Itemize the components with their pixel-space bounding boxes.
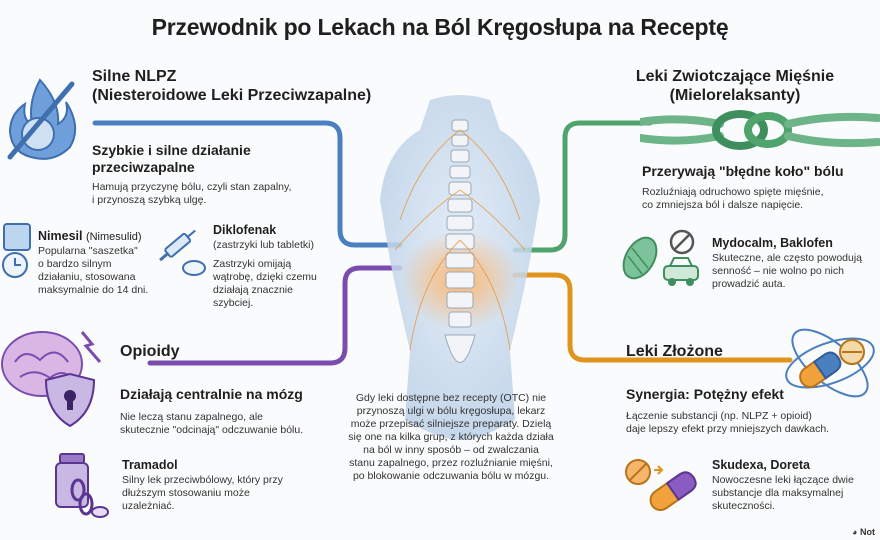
rope-knot-icon xyxy=(640,106,880,154)
page-title: Przewodnik po Lekach na Ból Kręgosłupa na Receptę xyxy=(151,14,729,40)
fire-flame-icon xyxy=(0,72,82,162)
combo-point-text: Łączenie substancji (np. NLPZ + opioid) daje lepszy efekt przy mniejszych dawkach. xyxy=(626,410,830,435)
drug-nimesil-text: Popularna "saszetka" o bardzo silnym działaniu, stosowana maksymalnie do 14 dni. xyxy=(38,245,149,296)
center-description: Gdy leki dostępne bez recepty (OTC) nie przynoszą ulgi w bólu kręgosłupa, lekarz może przepisać silniejsze preparaty. Dzielą się one na kilka grup, z których każda działa na ból w inny sposób – od zwalczania stanu zapalnego, przez rozluźnianie mięśni, po blokowanie odczuwania bólu w mózgu. xyxy=(348,392,554,482)
drug-diklofenak-text: Zastrzyki omijają wątrobę, dzięki czemu działają znacznie szybciej. xyxy=(213,258,317,309)
drug-diklofenak: Diklofenak xyxy=(213,223,277,237)
pill-bottle-chain-icon xyxy=(48,452,110,520)
sachet-clock-icon xyxy=(0,222,36,280)
relax-title: Leki Zwiotczające Mięśnie (Mielorelaksanty) xyxy=(635,68,835,104)
drug-skudexa-doreta: Skudexa, Doreta xyxy=(712,458,810,472)
drug-diklofenak-note: (zastrzyki lub tabletki) xyxy=(213,239,314,251)
watermark-logo-icon: ◕ xyxy=(852,527,858,537)
relax-point-title: Przerywają "błędne koło" bólu xyxy=(642,163,844,179)
brain-shield-icon xyxy=(0,322,112,432)
tablet-capsule-icon xyxy=(622,454,702,514)
syringe-pill-icon xyxy=(152,224,208,278)
combo-point-title: Synergia: Potężny efekt xyxy=(626,386,784,402)
drug-mydocalm-baklofen: Mydocalm, Baklofen xyxy=(712,236,833,250)
muscle-car-icon xyxy=(620,228,700,290)
nlpz-title: Silne NLPZ (Niesteroidowe Leki Przeciwzapalne) xyxy=(92,68,372,104)
nlpz-point-text: Hamują przyczynę bólu, czyli stan zapalny, i przynoszą szybką ulgę. xyxy=(92,181,292,206)
opioid-point-text: Nie leczą stanu zapalnego, ale skutecznie "odcinają" odczuwanie bólu. xyxy=(120,411,304,436)
watermark: ◕ Not xyxy=(852,527,875,537)
combo-title: Leki Złożone xyxy=(626,343,723,360)
drug-skudexa-text: Nowoczesne leki łączące dwie substancje dla maksymalnej skuteczności. xyxy=(712,474,854,512)
drug-nimesil: Nimesil (Nimesulid) xyxy=(38,229,142,243)
opioid-point-title: Działają centralnie na mózg xyxy=(120,386,303,402)
nlpz-point-title: Szybkie i silne działanie przeciwzapalne xyxy=(92,142,251,175)
drug-tramadol: Tramadol xyxy=(122,458,178,472)
capsules-synergy-icon xyxy=(780,318,880,408)
relax-point-text: Rozluźniają odruchowo spięte mięśnie, co zmniejsza ból i dalsze napięcie. xyxy=(642,186,824,211)
opioid-title: Opioidy xyxy=(120,343,180,360)
drug-mydocalm-text: Skuteczne, ale często powodują senność – nie wolno po nich prowadzić auta. xyxy=(712,252,863,290)
drug-tramadol-text: Silny lek przeciwbólowy, który przy dłuższym stosowaniu może uzależniać. xyxy=(122,474,283,512)
